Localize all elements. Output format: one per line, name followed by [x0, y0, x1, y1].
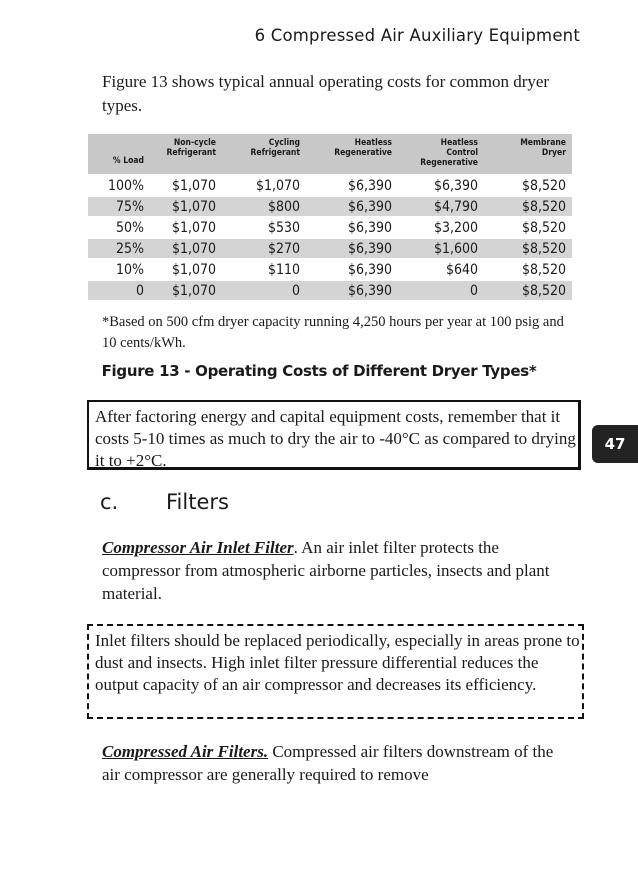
section-heading: [100, 490, 229, 514]
table-cell: $1,600: [433, 240, 478, 257]
callout-box-drying: [87, 400, 581, 470]
table-cell: 0: [135, 282, 144, 299]
callout-box-inlet-filters: [87, 624, 584, 719]
page-number: 47: [604, 435, 626, 453]
table-cell: $8,520: [521, 219, 566, 236]
table-body: [88, 174, 572, 300]
table-cell: $1,070: [171, 198, 216, 215]
table-cell: 50%: [116, 219, 144, 236]
table-cell: $8,520: [521, 198, 566, 215]
table-cell: $4,790: [433, 198, 478, 215]
table-cell: $800: [267, 198, 300, 215]
table-cell: 10%: [116, 261, 144, 278]
intro-paragraph: Figure 13 shows typical annual operating costs for common dryer types.: [102, 72, 550, 115]
running-header: 6 Compressed Air Auxiliary Equipment: [254, 26, 580, 45]
table-cell: $1,070: [171, 177, 216, 194]
column-header: Membrane Dryer: [520, 138, 566, 158]
table-cell: $6,390: [347, 177, 392, 194]
table-cell: $1,070: [171, 240, 216, 257]
table-row: [88, 195, 572, 216]
figure-caption: Figure 13 - Operating Costs of Different Dryer Types*: [101, 362, 537, 380]
table-cell: $1,070: [255, 177, 300, 194]
table-cell: $1,070: [171, 261, 216, 278]
table-cell: $6,390: [347, 198, 392, 215]
table-cell: $110: [267, 261, 300, 278]
table-cell: $3,200: [433, 219, 478, 236]
compressed-air-filters-text: Compressed air filters downstream of the air compressor are generally required to remove: [102, 742, 554, 784]
table-row: [88, 237, 572, 258]
table-cell: $640: [445, 261, 478, 278]
table-cell: $6,390: [347, 261, 392, 278]
table-cell: $8,520: [521, 240, 566, 257]
section-title: Filters: [166, 490, 229, 514]
table-cell: $6,390: [433, 177, 478, 194]
table-row: [88, 174, 572, 195]
term-compressed-air-filters: Compressed Air Filters.: [102, 742, 269, 761]
inlet-filter-text: . An air inlet filter protects the compressor from atmospheric airborne particles, insects and plant material.: [102, 538, 550, 603]
table-cell: $530: [267, 219, 300, 236]
table-cell: $8,520: [521, 282, 566, 299]
table-header-row: [88, 134, 572, 174]
table-row: [88, 279, 572, 300]
table-cell: $6,390: [347, 219, 392, 236]
page-number-tab: [592, 425, 638, 463]
term-inlet-filter: Compressor Air Inlet Filter: [102, 538, 294, 557]
callout-text: Inlet filters should be replaced periodically, especially in areas prone to dust and insects. High inlet filter pressure differential reduces the output capacity of an air compressor and decreases its efficiency.: [95, 631, 580, 694]
table-row: [88, 216, 572, 237]
column-header: % Load: [112, 156, 144, 166]
callout-text: After factoring energy and capital equipment costs, remember that it costs 5-10 times as much to dry the air to -40°C as compared to drying it to +2°C.: [95, 407, 576, 470]
table-cell: 0: [469, 282, 478, 299]
table-cell: $1,070: [171, 282, 216, 299]
column-header: Heatless Regenerative: [334, 138, 392, 158]
compressed-air-filters-paragraph: [102, 740, 572, 786]
column-header: Cycling Refrigerant: [250, 138, 300, 158]
table-cell: $6,390: [347, 240, 392, 257]
operating-cost-table: [88, 134, 572, 300]
table-cell: 100%: [107, 177, 144, 194]
table-cell: $8,520: [521, 261, 566, 278]
table-row: [88, 258, 572, 279]
column-header: Heatless Control Regenerative: [420, 138, 478, 168]
table-cell: 75%: [116, 198, 144, 215]
section-letter: c.: [100, 490, 119, 514]
table-cell: 25%: [116, 240, 144, 257]
table-cell: $8,520: [521, 177, 566, 194]
inlet-filter-paragraph: [102, 536, 572, 605]
column-header: Non-cycle Refrigerant: [166, 138, 216, 158]
table-cell: $1,070: [171, 219, 216, 236]
table-cell: $270: [267, 240, 300, 257]
table-footnote: *Based on 500 cfm dryer capacity running 4,250 hours per year at 100 psig and 10 cents/kWh.: [102, 314, 564, 351]
table-cell: 0: [291, 282, 300, 299]
table-cell: $6,390: [347, 282, 392, 299]
